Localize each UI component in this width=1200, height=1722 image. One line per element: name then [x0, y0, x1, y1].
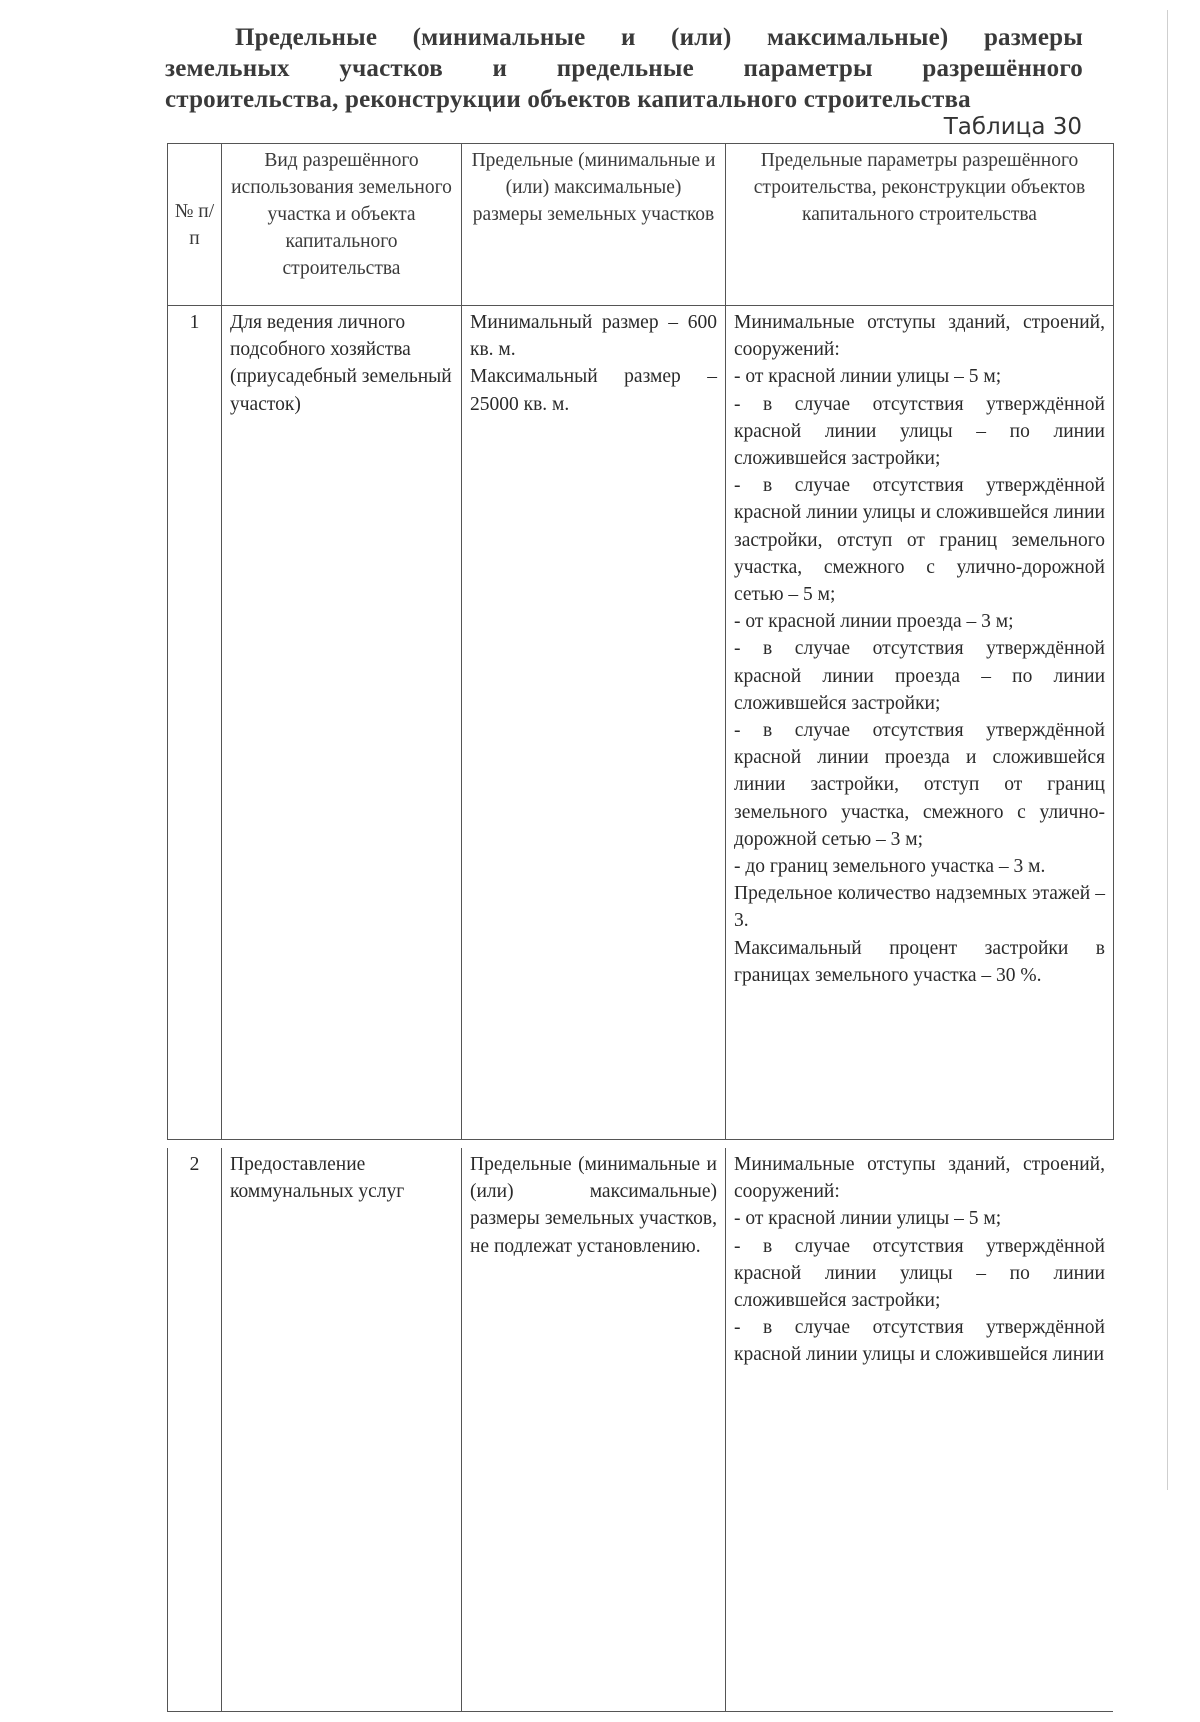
document-title [165, 22, 1083, 115]
param-line: - в случае отсутствия утверждённой красной линии улицы и сложившейся линии застройки, отступ от границ земельного участка, смежного с улично-дорожной сетью – 5 м; [734, 475, 1105, 606]
scan-edge-line [1167, 10, 1168, 1490]
param-line: - от красной линии улицы – 5 м; [734, 366, 1002, 388]
row-build-params [726, 1148, 1114, 1712]
table-row [168, 306, 1114, 1140]
param-line: - в случае отсутствия утверждённой красной линии проезда – по линии сложившейся застройки; [734, 638, 1105, 714]
header-num: № п/п [168, 144, 222, 306]
param-line: Минимальные отступы зданий, строений, сооружений: [734, 1154, 1105, 1203]
param-line: - в случае отсутствия утверждённой красной линии улицы и сложившейся линии [734, 1317, 1105, 1366]
param-line: Минимальные отступы зданий, строений, сооружений: [734, 312, 1105, 361]
plot-size-line: Предельные (минимальные и (или) максимальные) размеры земельных участков, не подлежат установлению. [470, 1154, 717, 1257]
param-line: - от красной линии улицы – 5 м; [734, 1208, 1002, 1230]
param-line: Максимальный процент застройки в границах земельного участка – 30 %. [734, 937, 1105, 986]
param-line: - до границ земельного участка – 3 м. [734, 856, 1046, 878]
plot-size-line: Максимальный размер – 25000 кв. м. [470, 366, 717, 415]
param-line: Предельное количество надземных этажей – 3. [734, 883, 1105, 932]
title-line: Предельные (минимальные и (или) максимальные) размеры [235, 24, 1083, 51]
table-row [168, 1148, 1114, 1712]
row-use-type: Для ведения личного подсобного хозяйства (приусадебный земельный участок) [222, 306, 462, 1140]
header-use-type: Вид разрешённого использования земельного участка и объекта капитального строительства [222, 144, 462, 306]
param-line: - в случае отсутствия утверждённой красной линии улицы – по линии сложившейся застройки; [734, 393, 1105, 470]
row-plot-sizes [462, 1148, 726, 1712]
table-header-row [168, 144, 1114, 306]
row-use-type: Предоставление коммунальных услуг [222, 1148, 462, 1712]
parameters-table-part2 [167, 1148, 1113, 1712]
row-plot-sizes [462, 306, 726, 1140]
table-label: Таблица 30 [943, 114, 1082, 140]
row-num: 2 [168, 1148, 222, 1712]
parameters-table [167, 143, 1114, 1140]
title-line: строительства, реконструкции объектов капитального строительства [165, 86, 971, 113]
plot-size-line: Минимальный размер – 600 кв. м. [470, 312, 717, 361]
table-continuation [167, 1148, 1113, 1722]
header-plot-sizes: Предельные (минимальные и (или) максимальные) размеры земельных участков [462, 144, 726, 306]
row-build-params [726, 306, 1114, 1140]
param-line: - в случае отсутствия утверждённой красной линии улицы – по линии сложившейся застройки; [734, 1235, 1105, 1312]
title-line: земельных участков и предельные параметры разрешённого [165, 55, 1083, 82]
param-line: - от красной линии проезда – 3 м; [734, 611, 1014, 633]
header-build-params: Предельные параметры разрешённого строительства, реконструкции объектов капитального строительства [726, 144, 1114, 306]
row-num: 1 [168, 306, 222, 1140]
param-line: - в случае отсутствия утверждённой красной линии проезда и сложившейся линии застройки, отступ от границ земельного участка, смежного с улично-дорожной сетью – 3 м; [734, 720, 1105, 850]
